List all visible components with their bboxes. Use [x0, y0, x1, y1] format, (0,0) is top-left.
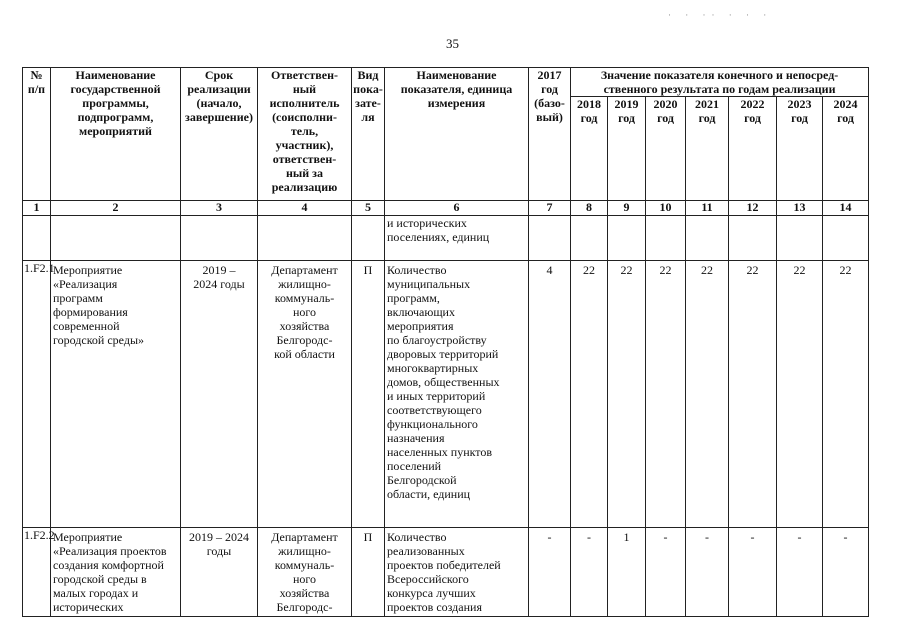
- header-year-2021: 2021 год: [686, 97, 729, 201]
- header-year-2022: 2022 год: [729, 97, 777, 201]
- header-indicator-type: Вид пока- зате- ля: [352, 68, 385, 201]
- scan-artifact-marks: · · ·· · · ·: [668, 10, 773, 20]
- empty-cell: [686, 216, 729, 261]
- value-2020: 22: [646, 261, 686, 528]
- header-year-2018: 2018 год: [571, 97, 608, 201]
- value-2021: -: [686, 528, 729, 617]
- base-value-cell: 4: [529, 261, 571, 528]
- indicator-type-cell: П: [352, 261, 385, 528]
- header-indicator-name: Наименование показателя, единица измерения: [385, 68, 529, 201]
- column-number: 10: [646, 201, 686, 216]
- value-2019: 1: [608, 528, 646, 617]
- column-number: 5: [352, 201, 385, 216]
- value-2023: 22: [777, 261, 823, 528]
- indicator-cell: Количество реализованных проектов победителей Всероссийского конкурса лучших проектов создания: [385, 528, 529, 617]
- value-2021: 22: [686, 261, 729, 528]
- page-bottom-crop: [0, 636, 905, 640]
- base-value-cell: -: [529, 528, 571, 617]
- value-2024: -: [823, 528, 869, 617]
- column-number: 11: [686, 201, 729, 216]
- period-cell: 2019 – 2024 годы: [181, 261, 258, 528]
- column-number: 13: [777, 201, 823, 216]
- header-executor: Ответствен- ный исполнитель (соисполни- тель, участник), ответствен- ный за реализацию: [258, 68, 352, 201]
- page-number: 35: [446, 36, 459, 51]
- program-name-cell: Мероприятие «Реализация программ формирования современной городской среды»: [51, 261, 181, 528]
- header-year-2019: 2019 год: [608, 97, 646, 201]
- value-2018: 22: [571, 261, 608, 528]
- header-program-name: Наименование государственной программы, подпрограмм, мероприятий: [51, 68, 181, 201]
- value-2020: -: [646, 528, 686, 617]
- column-number: 4: [258, 201, 352, 216]
- header-period: Срок реализации (начало, завершение): [181, 68, 258, 201]
- indicator-cell: Количество муниципальных программ, включающих мероприятия по благоустройству дворовых территорий многоквартирных домов, общественных и иных территорий соответствующего функционального назначения населенных пунктов поселений Белгородской области, единиц: [385, 261, 529, 528]
- empty-cell: [646, 216, 686, 261]
- indicator-table: [22, 67, 869, 617]
- header-base-2017: 2017 год (базо- вый): [529, 68, 571, 201]
- column-number: 12: [729, 201, 777, 216]
- indicator-type-cell: П: [352, 528, 385, 617]
- executor-cell: Департамент жилищно- коммуналь- ного хозяйства Белгородс- кой области: [258, 261, 352, 528]
- header-year-2024: 2024 год: [823, 97, 869, 201]
- column-number: 7: [529, 201, 571, 216]
- empty-cell: [181, 216, 258, 261]
- header-values-group: Значение показателя конечного и непосред- ственного результата по годам реализации: [571, 68, 869, 97]
- value-2019: 22: [608, 261, 646, 528]
- column-number: 3: [181, 201, 258, 216]
- header-number: № п/п: [23, 68, 51, 201]
- empty-cell: [571, 216, 608, 261]
- row-id: 1.F2.1: [23, 261, 51, 528]
- empty-cell: [258, 216, 352, 261]
- empty-cell: [729, 216, 777, 261]
- table-row: [23, 261, 869, 528]
- header-year-2023: 2023 год: [777, 97, 823, 201]
- empty-cell: [608, 216, 646, 261]
- value-2024: 22: [823, 261, 869, 528]
- empty-cell: [777, 216, 823, 261]
- empty-cell: [823, 216, 869, 261]
- column-number-row: [23, 201, 869, 216]
- empty-cell: [23, 216, 51, 261]
- empty-cell: [51, 216, 181, 261]
- indicator-cell: и исторических поселениях, единиц: [385, 216, 529, 261]
- column-number: 2: [51, 201, 181, 216]
- period-cell: 2019 – 2024 годы: [181, 528, 258, 617]
- column-number: 1: [23, 201, 51, 216]
- row-id: 1.F2.2: [23, 528, 51, 617]
- value-2022: -: [729, 528, 777, 617]
- executor-cell: Департамент жилищно- коммуналь- ного хозяйства Белгородс-: [258, 528, 352, 617]
- column-number: 14: [823, 201, 869, 216]
- value-2023: -: [777, 528, 823, 617]
- empty-cell: [529, 216, 571, 261]
- value-2022: 22: [729, 261, 777, 528]
- column-number: 6: [385, 201, 529, 216]
- table-row: [23, 528, 869, 617]
- header-row-top: [23, 68, 869, 97]
- column-number: 8: [571, 201, 608, 216]
- empty-cell: [352, 216, 385, 261]
- value-2018: -: [571, 528, 608, 617]
- program-name-cell: Мероприятие «Реализация проектов создания комфортной городской среды в малых городах и исторических: [51, 528, 181, 617]
- header-year-2020: 2020 год: [646, 97, 686, 201]
- table-row-continuation: [23, 216, 869, 261]
- column-number: 9: [608, 201, 646, 216]
